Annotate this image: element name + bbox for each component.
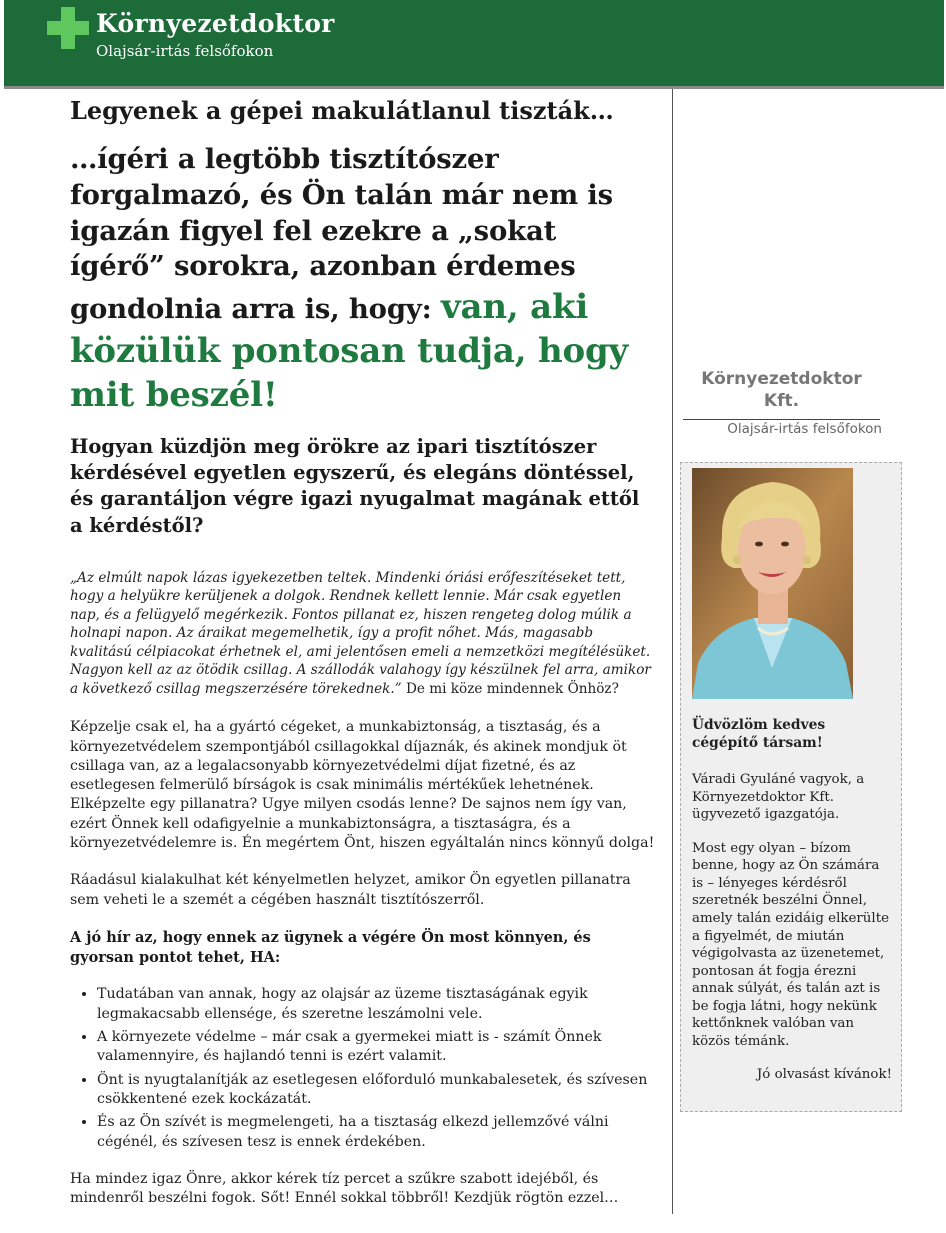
list-item: • A környezete védelme – már csak a gyermekei miatt is - számít Önnek valamennyire, és hajlandó tenni is ezért valamit. (97, 1028, 655, 1067)
good-news-paragraph: A jó hír az, hogy ennek az ügynek a végére Ön most könnyen, és gyorsan pontot tehet, HA: (70, 929, 591, 966)
quote-text: „Az elmúlt napok lázas igyekezetben teltek. Mindenki óriási erőfeszítéseket tett, hogy a helyükre kerüljenek a dolgok. Rendnek kellett lennie. Már csak egyetlen nap, és a felügyelő megérkezik. Fontos pillanat ez, hiszen rengeteg dolog múlik a holnapi napon. Az áraikat megemelhetik, így a profit nőhet. Más, magasabb kvalitású célpiacokat érhetnek el, ami jelentősen emeli a nemzetközi megítélésüket. Nagyon kell az az ötödik csillag. A szállodák valahogy így készülnek fel arra, amikor a következő csillag megszerzésére törekednek.” (70, 569, 651, 697)
sidebar-tagline: Olajsár-irtás felsőfokon (727, 421, 882, 437)
list-item: • Önt is nyugtalanítják az esetlegesen előforduló munkabalesetek, és szívesen csökkentené ezek kockázatát. (97, 1071, 655, 1110)
closing-paragraph: Ha mindez igaz Önre, akkor kérek tíz percet a szűkre szabott idejéből, és mindenről beszélni fogok. Sőt! Ennél sokkal többről! Kezdjük rögtön ezzel… (70, 1170, 619, 1207)
sidebar-company-name: Környezetdoktor Kft. (701, 369, 862, 412)
sidebar-signoff: Jó olvasást kívánok! (756, 1067, 892, 1083)
sidebar-greeting: Üdvözlöm kedves cégépítő társam! (692, 717, 826, 752)
quote-paragraph (70, 569, 655, 698)
quote-question: De mi köze mindennek Önhöz? (401, 680, 619, 697)
brand-name: Környezetdoktor (96, 9, 335, 38)
sidebar-intro: Váradi Gyuláné vagyok, a Környezetdoktor Kft. ügyvezető igazgatója. (692, 772, 865, 823)
header-shadow (4, 86, 944, 89)
body-paragraph-1: Képzelje csak el, ha a gyártó cégeket, a munkabiztonság, a tisztaság, és a környezetvédelem szempontjából csillagokkal díjaznák, és akinek mondjuk öt csillaga van, az a legalacsonyabb környezetvédelmi díjat fizetné, és az esetlegesen felmerülő bírságok is csak minimális mértékűek lehetnének. Elképzelte egy pillanatra? Ugye milyen csodás lenne? De sajnos nem így van, ezért Önnek kell odafigyelnie a munkabiztonságra, a tisztaságra, és a környezetvédelemre is. Én megértem Önt, hiszen egyáltalán nincs könnyű dolga! (70, 719, 655, 852)
subheadline: Hogyan küzdjön meg örökre az ipari tisztítószer kérdésével egyetlen egyszerű, és elegáns döntéssel, és garantáljon végre igazi nyugalmat magának ettől a kérdéstől? (70, 434, 640, 537)
sidebar-message: Most egy olyan – bízom benne, hogy az Ön számára is – lényeges kérdésről szeretnék beszélni Önnel, amely talán ezidáig elkerülte a figyelmét, de miután végigolvasta az üzenetemet, pontosan át fogja érezni annak súlyát, és talán azt is be fogja látni, hogy nekünk kettőnknek valóban van közös témánk. (692, 840, 890, 1049)
conditions-list (70, 985, 655, 1152)
list-item: • Tudatában van annak, hogy az olajsár az üzeme tisztaságának egyik legmakacsabb ellensége, és szeretne leszámolni vele. (97, 985, 655, 1024)
author-photo (692, 468, 853, 699)
lead-statement (70, 142, 655, 418)
lead-plain-text: …ígéri a legtöbb tisztítószer forgalmazó, és Ön talán már nem is igazán figyel fel ezekre a „sokat ígérő” sorokra, azonban érdemes gondolnia arra is, hogy: (70, 143, 613, 325)
brand-tagline: Olajsár-irtás felsőfokon (96, 42, 274, 60)
list-item: • És az Ön szívét is megmelengeti, ha a tisztaság elkezd jellemzővé válni cégénél, és szívesen tesz is ennek érdekében. (97, 1113, 655, 1152)
main-content (70, 96, 655, 1227)
body-paragraph-2: Ráadásul kialakulhat két kényelmetlen helyzet, amikor Ön egyetlen pillanatra sem veheti le a szemét a cégében használt tisztítószerről. (70, 872, 631, 908)
page-title: Legyenek a gépei makulátlanul tiszták… (70, 96, 614, 125)
column-divider (672, 89, 673, 1214)
green-cross-logo-icon (47, 7, 89, 49)
sidebar-divider (683, 419, 880, 420)
lead-green-highlight: van, aki közülük pontosan tudja, hogy mit beszél! (70, 287, 629, 416)
sidebar-text (692, 716, 892, 1084)
